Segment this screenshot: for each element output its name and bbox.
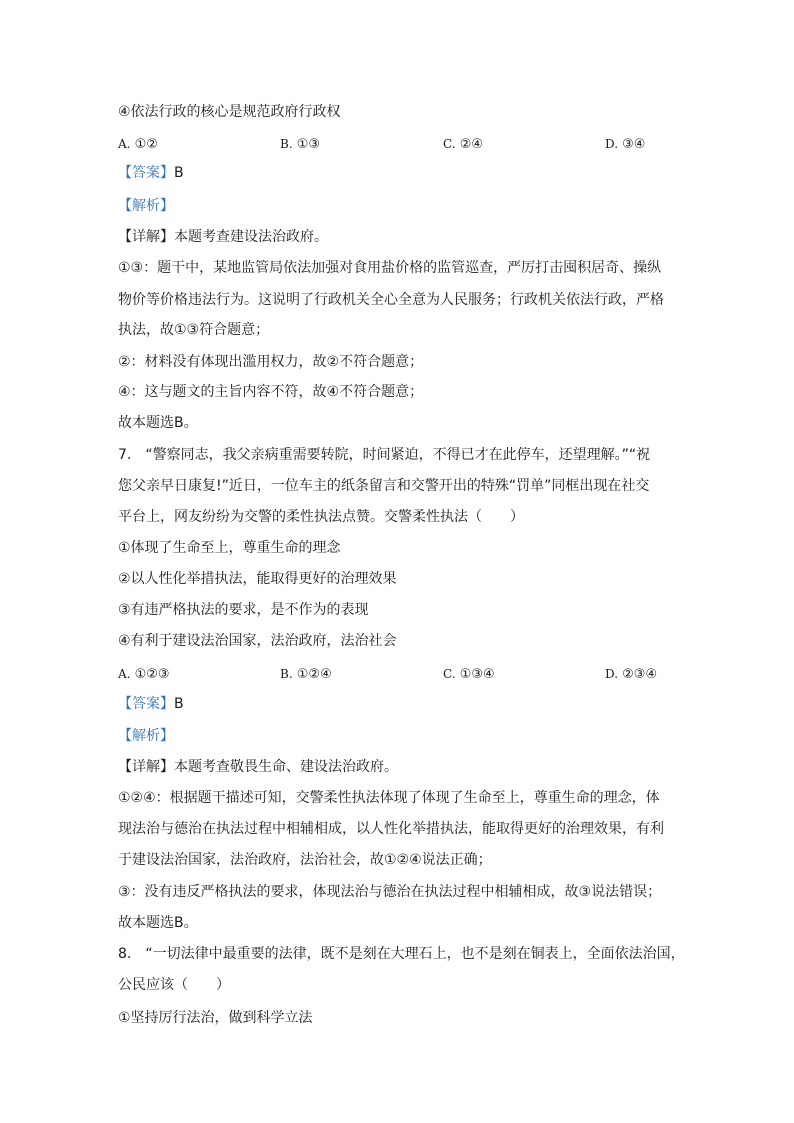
q6-detail: 【详解】本题考查建设法治政府。: [118, 229, 328, 245]
analysis-tag: 【解析】: [118, 728, 174, 744]
q7-option-d: D. ②③④: [605, 667, 658, 682]
q7-conclusion: 故本题选B。: [118, 915, 198, 931]
q7-explain-line: 现法治与德治在执法过程中相辅相成，以人性化举措执法，能取得更好的治理效果，有利: [118, 821, 664, 837]
q7-statement-3: ③有违严格执法的要求，是不作为的表现: [118, 602, 369, 618]
q7-statement-4: ④有利于建设法治国家，法治政府，法治社会: [118, 633, 397, 649]
q6-answer: 【答案】B: [118, 165, 184, 181]
q8-statement-1: ①坚持厉行法治，做到科学立法: [118, 1010, 313, 1026]
answer-tag: 【答案】: [118, 696, 174, 712]
q6-explain-2: ②：材料没有体现出滥用权力，故②不符合题意；: [118, 354, 424, 370]
detail-tag: 【详解】: [118, 759, 174, 775]
q6-option-b: B. ①③: [280, 137, 321, 152]
q8-stem-line: 公民应该（ ）: [118, 977, 230, 993]
q6-option-d: D. ③④: [605, 137, 646, 152]
q7-explain-line: ①②④：根据题干描述可知，交警柔性执法体现了体现了生命至上，尊重生命的理念，体: [118, 790, 660, 806]
q7-option-c: C. ①③④: [443, 667, 495, 682]
q7-option-a: A. ①②③: [118, 667, 170, 682]
q7-options: [118, 664, 678, 684]
q6-option-a: A. ①②: [118, 137, 158, 152]
q6-option-c: C. ②④: [443, 137, 484, 152]
q6-statement-4: ④依法行政的核心是规范政府行政权: [118, 104, 341, 120]
q6-conclusion: 故本题选B。: [118, 415, 198, 431]
q7-analysis: [118, 726, 688, 746]
analysis-tag: 【解析】: [118, 198, 174, 214]
detail-tag: 【详解】: [118, 229, 174, 245]
q7-explain-line: 于建设法治国家，法治政府，法治社会，故①②④说法正确；: [118, 852, 492, 868]
q7-stem-line: 平台上，网友纷纷为交警的柔性执法点赞。交警柔性执法（ ）: [118, 509, 524, 525]
q6-analysis: [118, 196, 688, 216]
q6-explain-line: 物价等价格违法行为。这说明了行政机关全心全意为人民服务；行政机关依法行政，严格: [118, 292, 664, 308]
q8-stem-line: 8. “一切法律中最重要的法律，既不是刻在大理石上，也不是刻在铜表上，全面依法治国，: [118, 946, 685, 962]
q7-option-b: B. ①②④: [280, 667, 332, 682]
q7-stem-line: 7. “警察同志，我父亲病重需要转院，时间紧迫，不得已才在此停车，还望理解。”“祝: [118, 447, 651, 463]
q7-stem-line: 您父亲早日康复!”近日，一位车主的纸条留言和交警开出的特殊“罚单”同框出现在社交: [118, 478, 650, 494]
q6-explain-line: 执法，故①③符合题意；: [118, 322, 270, 338]
q6-options: [118, 134, 678, 154]
answer-tag: 【答案】: [118, 165, 174, 181]
q7-answer: 【答案】B: [118, 696, 184, 712]
q6-explain-3: ④：这与题文的主旨内容不符，故④不符合题意；: [118, 384, 424, 400]
q7-detail: 【详解】本题考查敬畏生命、建设法治政府。: [118, 759, 398, 775]
q7-explain-2: ③：没有违反严格执法的要求，体现法治与德治在执法过程中相辅相成，故③说法错误；: [118, 884, 662, 900]
q7-statement-2: ②以人性化举措执法，能取得更好的治理效果: [118, 571, 397, 587]
q7-statement-1: ①体现了生命至上，尊重生命的理念: [118, 540, 341, 556]
q6-explain-line: ①③：题干中，某地监管局依法加强对食用盐价格的监管巡查，严厉打击囤积居奇、操纵: [118, 260, 662, 276]
